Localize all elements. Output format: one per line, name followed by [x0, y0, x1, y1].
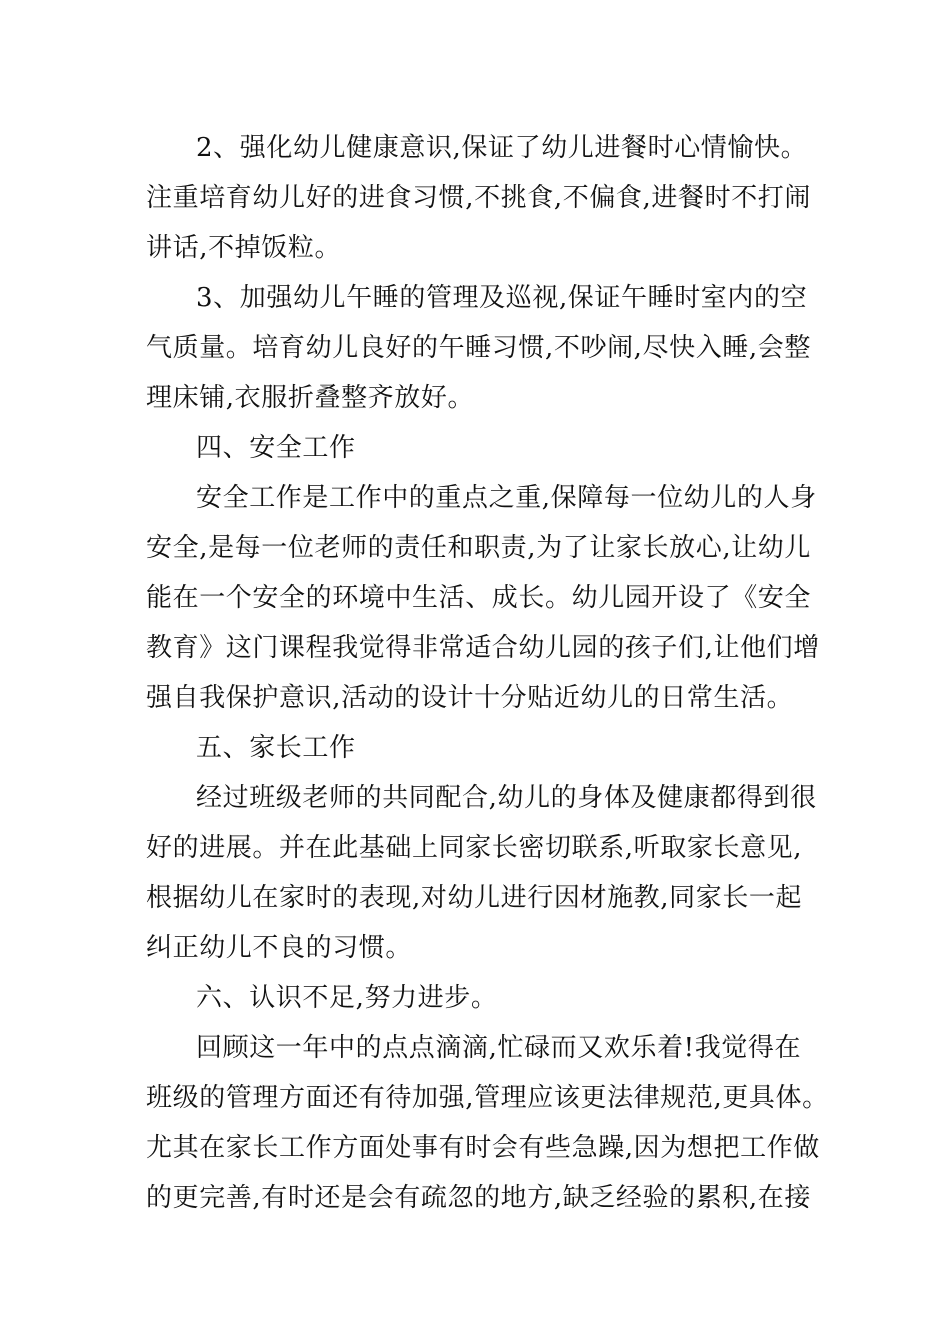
paragraph-2-line-2: 注重培育幼儿好的进食习惯,不挑食,不偏食,进餐时不打闹: [146, 183, 811, 213]
review-paragraph-line-3: 尤其在家长工作方面处事有时会有些急躁,因为想把工作做: [146, 1133, 820, 1163]
paragraph-3-line-2: 气质量。培育幼儿良好的午睡习惯,不吵闹,尽快入睡,会整: [146, 333, 811, 363]
section-heading-parents: 五、家长工作: [196, 733, 356, 763]
paragraph-3-line-1: 3、加强幼儿午睡的管理及巡视,保证午睡时室内的空: [196, 283, 808, 313]
parents-paragraph-line-2: 好的进展。并在此基础上同家长密切联系,听取家长意见,: [146, 833, 803, 863]
safety-paragraph-line-2: 安全,是每一位老师的责任和职责,为了让家长放心,让幼儿: [146, 533, 811, 563]
section-heading-safety: 四、安全工作: [196, 433, 356, 463]
review-paragraph-line-4: 的更完善,有时还是会有疏忽的地方,缺乏经验的累积,在接: [146, 1183, 811, 1213]
review-paragraph-line-1: 回顾这一年中的点点滴滴,忙碌而又欢乐着!我觉得在: [196, 1033, 802, 1063]
review-paragraph-line-2: 班级的管理方面还有待加强,管理应该更法律规范,更具体。: [146, 1083, 829, 1113]
parents-paragraph-line-3: 根据幼儿在家时的表现,对幼儿进行因材施教,同家长一起: [146, 883, 803, 913]
paragraph-2-line-1: 2、强化幼儿健康意识,保证了幼儿进餐时心情愉快。: [196, 133, 808, 163]
paragraph-2-line-3: 讲话,不掉饭粒。: [146, 233, 342, 263]
safety-paragraph-line-1: 安全工作是工作中的重点之重,保障每一位幼儿的人身: [196, 483, 817, 513]
parents-paragraph-line-1: 经过班级老师的共同配合,幼儿的身体及健康都得到很: [196, 783, 817, 813]
section-heading-shortcomings: 六、认识不足,努力进步。: [196, 983, 498, 1013]
safety-paragraph-line-5: 强自我保护意识,活动的设计十分贴近幼儿的日常生活。: [146, 683, 794, 713]
paragraph-3-line-3: 理床铺,衣服折叠整齐放好。: [146, 383, 475, 413]
safety-paragraph-line-4: 教育》这门课程我觉得非常适合幼儿园的孩子们,让他们增: [146, 633, 820, 663]
safety-paragraph-line-3: 能在一个安全的环境中生活、成长。幼儿园开设了《安全: [146, 583, 812, 613]
parents-paragraph-line-4: 纠正幼儿不良的习惯。: [146, 933, 413, 963]
